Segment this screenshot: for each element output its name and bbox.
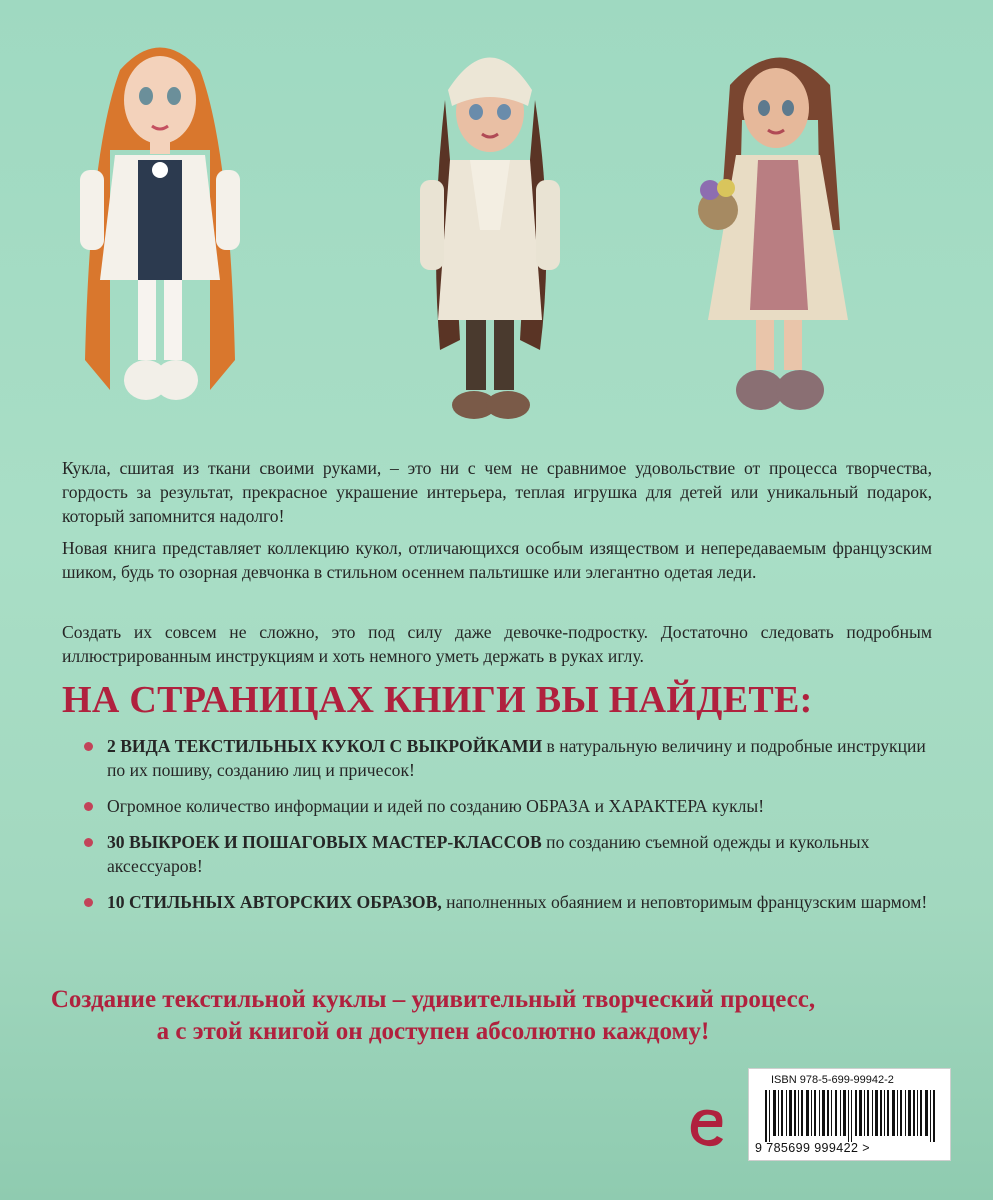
doll-hat-image [390, 30, 590, 430]
doll-photos [0, 0, 993, 440]
feature-text: в натуральную величину и подробные инструкции по их пошиву, созданию лиц и причесок! [107, 736, 926, 780]
bullet-icon [84, 838, 93, 847]
features-list [84, 734, 944, 926]
features-heading: НА СТРАНИЦАХ КНИГИ ВЫ НАЙДЕТЕ: [62, 679, 813, 721]
feature-item [84, 890, 944, 914]
feature-bold: 2 ВИДА ТЕКСТИЛЬНЫХ КУКОЛ С ВЫКРОЙКАМИ [107, 736, 543, 756]
intro-paragraph-3: Создать их совсем не сложно, это под силу даже девочке-подростку. Достаточно следовать подробным иллюстрированным инструкциям и хоть немного уметь держать в руках иглу. [62, 622, 932, 666]
feature-item [84, 734, 944, 782]
intro-paragraph-2: Новая книга представляет коллекцию кукол, отличающихся особым изяществом и непередаваемым французским шиком, будь то озорная девчонка в стильном осеннем пальтишке или элегантно одетая леди. [62, 538, 932, 582]
feature-bold: 10 СТИЛЬНЫХ АВТОРСКИХ ОБРАЗОВ, [107, 892, 442, 912]
feature-bold: 30 ВЫКРОЕК И ПОШАГОВЫХ МАСТЕР-КЛАССОВ [107, 832, 542, 852]
feature-item [84, 830, 944, 878]
bullet-icon [84, 742, 93, 751]
barcode-bars [765, 1090, 935, 1142]
bullet-icon [84, 802, 93, 811]
publisher-logo-icon [686, 1103, 726, 1149]
barcode [748, 1068, 951, 1161]
intro-paragraph-1: Кукла, сшитая из ткани своими руками, – это ни с чем не сравнимое удовольствие от процесса творчества, гордость за результат, прекрасное украшение интерьера, теплая игрушка для детей или уникальный подарок, который запомнится надолго! [62, 458, 932, 526]
feature-text: наполненных обаянием и неповторимым французским шармом! [441, 892, 928, 912]
feature-item [84, 794, 944, 818]
barcode-digits: 9 785699 999422 > [755, 1141, 870, 1155]
feature-text: по созданию съемной одежды и кукольных аксессуаров! [107, 832, 870, 876]
isbn-label: ISBN 978-5-699-99942-2 [771, 1074, 894, 1086]
doll-red-hair-image [60, 30, 260, 430]
bullet-icon [84, 898, 93, 907]
closing-statement: Создание текстильной куклы – удивительный творческий процесс, а с этой книгой он доступен абсолютно каждому! [50, 986, 816, 1045]
doll-floral-coat-image [680, 30, 880, 430]
feature-text: Огромное количество информации и идей по созданию ОБРАЗА и ХАРАКТЕРА куклы! [107, 796, 765, 816]
